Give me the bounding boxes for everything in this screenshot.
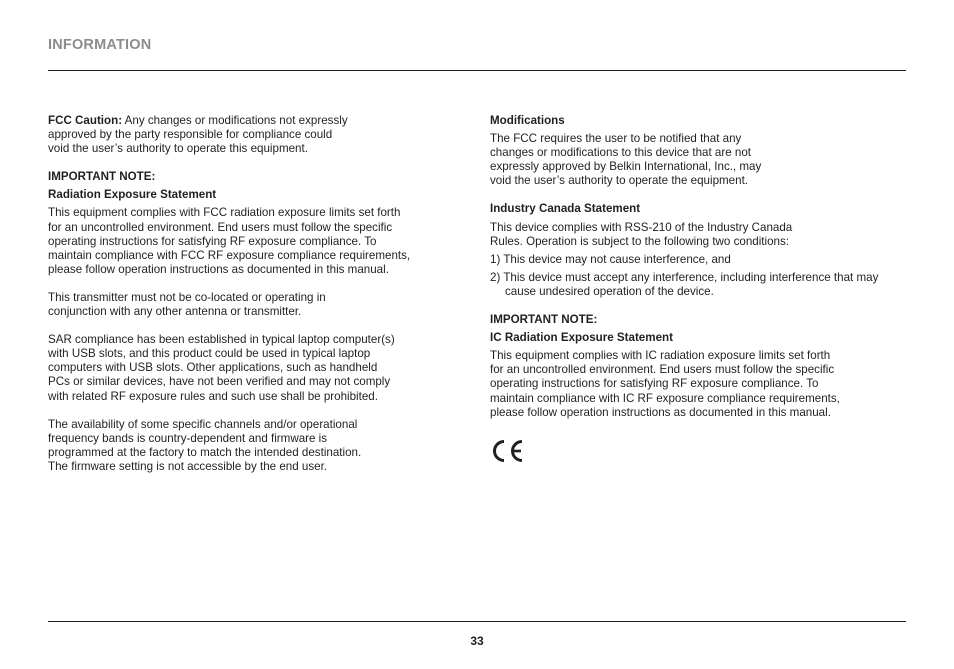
- industry-canada-heading: Industry Canada Statement: [490, 202, 641, 216]
- left-column: [48, 114, 468, 474]
- sar-compliance-paragraph: SAR compliance has been established in typical laptop computer(s) with USB slots, and this product could be used in typical laptop computers with USB slots. Other applications, such as handheld PCs or similar devices, have not been verified and may not comply with related RF exposure rules and such use shall be prohibited.: [48, 333, 395, 403]
- right-column: [490, 114, 900, 468]
- radiation-exposure-paragraph: This equipment complies with FCC radiation exposure limits set forth for an uncontrolled environment. End users must follow the specific operating instructions for satisfying RF exposure compliance. To maintain compliance with FCC RF exposure compliance requirements, please follow operation instructions as documented in this manual.: [48, 206, 411, 276]
- fcc-caution-paragraph: [48, 114, 468, 156]
- ce-mark-icon: [490, 438, 526, 464]
- condition-2: 2) This device must accept any interference, including interference that may cause undesired operation of the device.: [490, 270, 879, 298]
- industry-canada-paragraph: This device complies with RSS-210 of the Industry Canada Rules. Operation is subject to the following two conditions:: [490, 220, 793, 248]
- fcc-caution-text: Any changes or modifications not expressly approved by the party responsible for compliance could void the user’s authority to operate this equipment.: [48, 114, 348, 156]
- modifications-paragraph: The FCC requires the user to be notified that any changes or modifications to this device that are not expressly approved by Belkin International, Inc., may void the user’s authority to operate the equipment.: [490, 132, 762, 188]
- co-location-paragraph: This transmitter must not be co-located or operating in conjunction with any other antenna or transmitter.: [48, 290, 326, 319]
- ic-radiation-paragraph: This equipment complies with IC radiation exposure limits set forth for an uncontrolled environment. End users must follow the specific operating instructions for satisfying RF exposure compliance. To maintain compliance with IC RF exposure compliance requirements, please follow operation instructions as documented in this manual.: [490, 349, 840, 419]
- condition-1: 1) This device may not cause interference, and: [490, 252, 731, 266]
- page-number: 33: [470, 634, 484, 648]
- channel-availability-paragraph: The availability of some specific channels and/or operational frequency bands is country-dependent and firmware is programmed at the factory to match the intended destination. The firmware setting is not accessible by the end user.: [48, 417, 362, 473]
- header-divider: [48, 70, 906, 71]
- modifications-heading: Modifications: [490, 114, 565, 127]
- fcc-caution-label: FCC Caution:: [48, 114, 123, 127]
- footer-divider: [48, 621, 906, 622]
- radiation-exposure-heading: Radiation Exposure Statement: [48, 188, 217, 202]
- important-note-heading: IMPORTANT NOTE:: [48, 170, 156, 184]
- ic-radiation-heading: IC Radiation Exposure Statement: [490, 331, 673, 345]
- ic-important-note-heading: IMPORTANT NOTE:: [490, 313, 598, 327]
- page-section-title: INFORMATION: [48, 37, 152, 53]
